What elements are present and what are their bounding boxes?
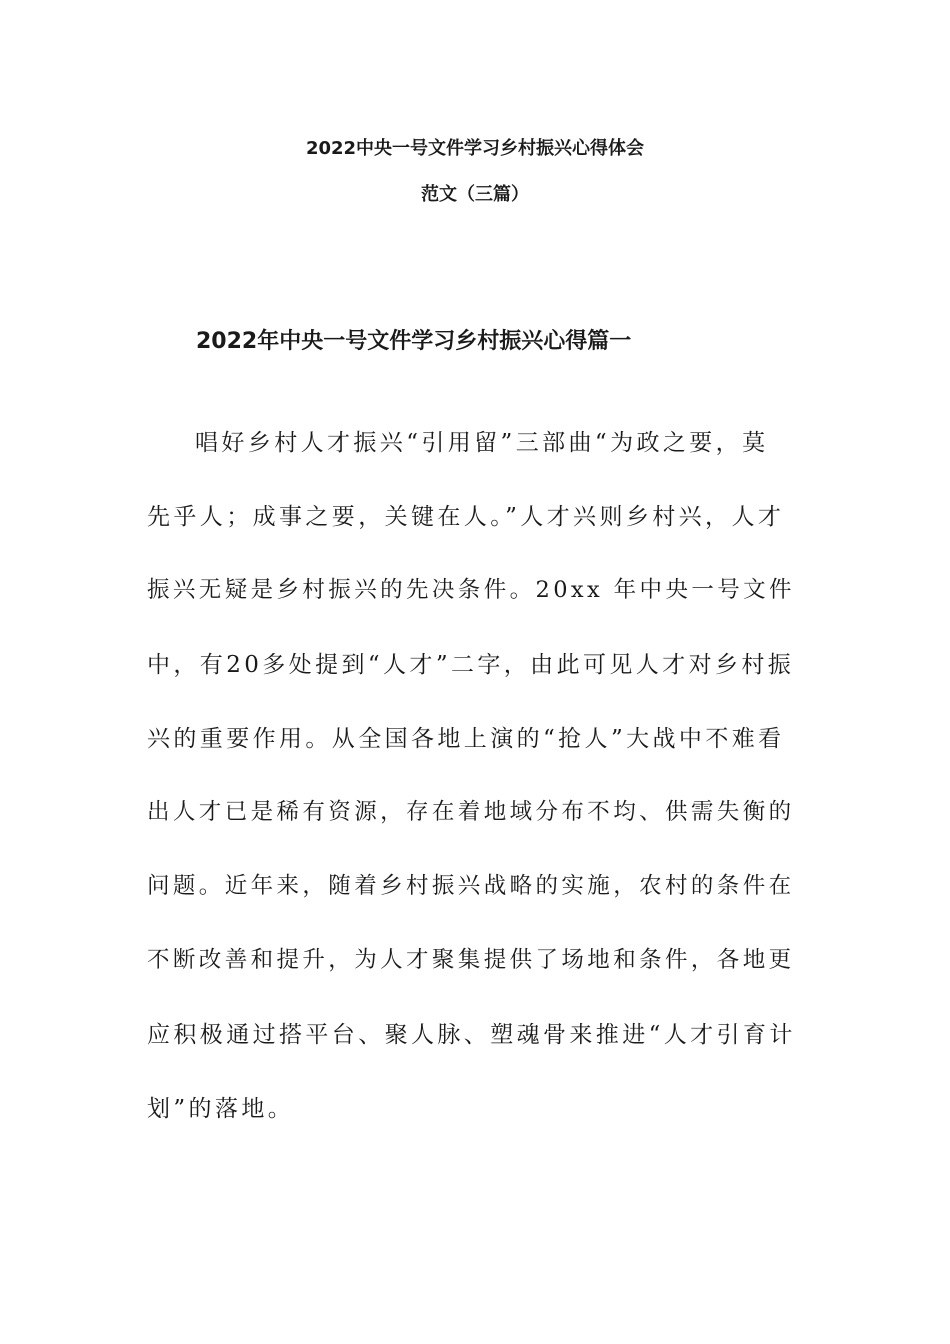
paragraph-line: 兴的重要作用。从全国各地上演的“抢人”大战中不难看 xyxy=(147,726,785,752)
document-title-line-1: 2022中央一号文件学习乡村振兴心得体会 xyxy=(305,138,645,159)
paragraph-line: 应积极通过搭平台、聚人脉、塑魂骨来推进“人才引育计 xyxy=(147,1022,796,1048)
paragraph-line: 不断改善和提升，为人才聚集提供了场地和条件，各地更 xyxy=(147,947,795,973)
paragraph-line: 唱好乡村人才振兴“引用留”三部曲“为政之要，莫 xyxy=(195,430,769,456)
paragraph-line: 问题。近年来，随着乡村振兴战略的实施，农村的条件在 xyxy=(147,873,795,899)
section-heading: 2022年中央一号文件学习乡村振兴心得篇一 xyxy=(196,329,632,354)
paragraph-line: 划”的落地。 xyxy=(147,1096,295,1122)
paragraph-line: 出人才已是稀有资源，存在着地域分布不均、供需失衡的 xyxy=(147,799,795,825)
paragraph-line: 先乎人；成事之要，关键在人。”人才兴则乡村兴，人才 xyxy=(147,504,785,530)
paragraph-line: 中，有20多处提到“人才”二字，由此可见人才对乡村振 xyxy=(147,652,795,678)
document-title-line-2: 范文（三篇） xyxy=(421,184,529,205)
paragraph-line: 振兴无疑是乡村振兴的先决条件。20xx 年中央一号文件 xyxy=(147,577,795,603)
